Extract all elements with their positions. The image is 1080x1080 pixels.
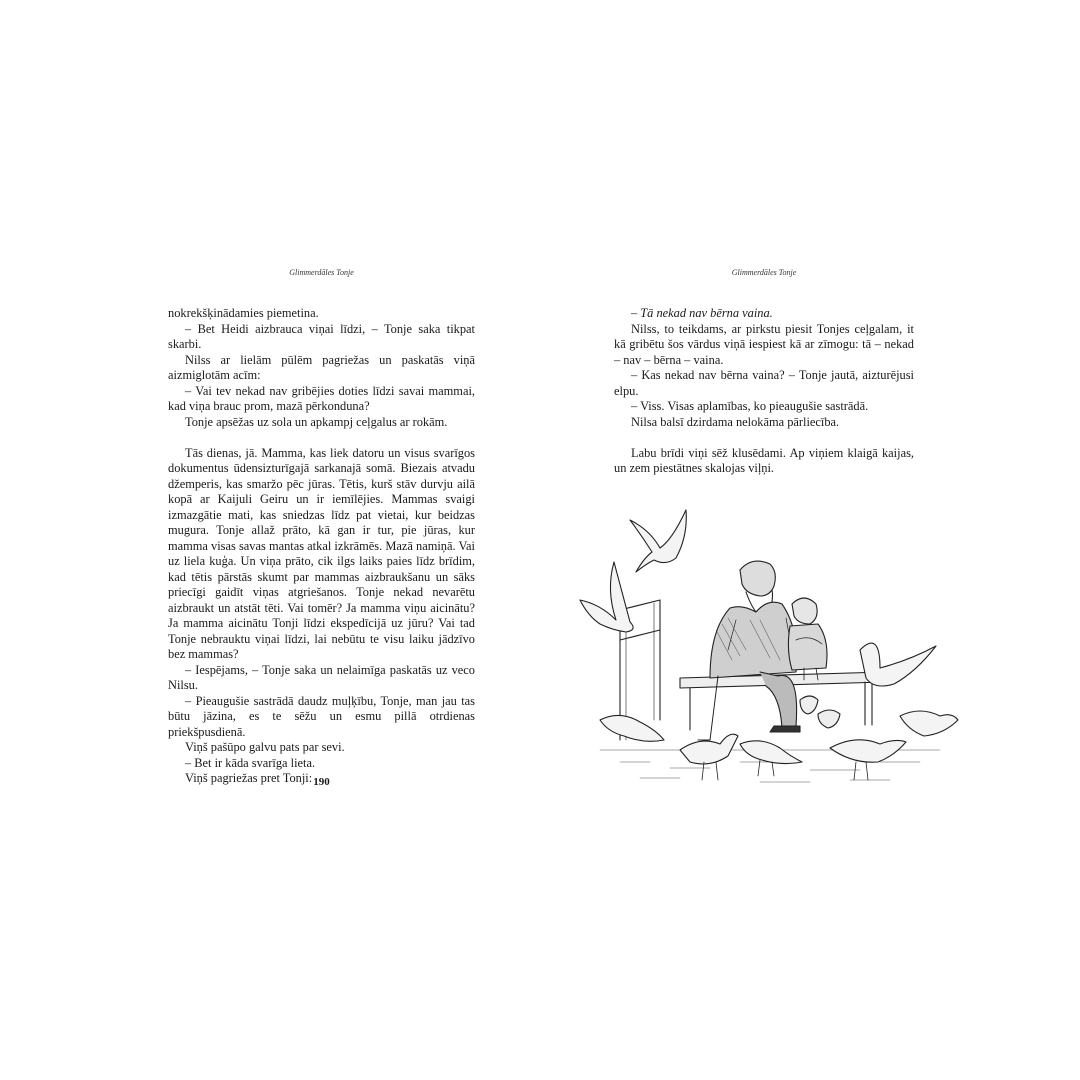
paragraph: – Kas nekad nav bērna vaina? – Tonje jautā, aizturējusi elpu.: [614, 368, 914, 398]
running-head-left: Glimmerdāles Tonje: [289, 268, 354, 277]
seagull-left-wing: [580, 562, 633, 632]
seagull-flying-top: [630, 510, 686, 572]
seagull-small-chick: [800, 696, 840, 728]
paragraph: Tonje apsēžas uz sola un apkampj ceļgalus ar rokām.: [185, 414, 448, 429]
paragraph: Nilsa balsī dzirdama nelokāma pārliecība.: [631, 414, 840, 429]
girl-figure: [788, 598, 827, 680]
seagull-right-wing: [860, 643, 936, 686]
left-page-text: [168, 306, 475, 787]
paragraph: – Iespējams, – Tonje saka un nelaimīga paskatās uz veco Nilsu.: [168, 662, 475, 692]
paragraph-italic: [614, 306, 914, 322]
paragraph: Viņš pašūpo galvu pats par sevi.: [185, 740, 345, 754]
seagull-ground-5: [600, 715, 664, 741]
paragraph: Nilss, to teikdams, ar pirkstu piesit Tonjes ceļgalam, it kā gribētu šos vārdus viņā iespiest kā ar zīmogu: tā – nekad – nav – bērna – vaina.: [614, 321, 914, 367]
seagull-ground-2: [740, 741, 802, 776]
seagull-ground-3: [830, 740, 906, 780]
running-head-right: Glimmerdāles Tonje: [731, 268, 797, 277]
seagull-ground-4: [900, 711, 958, 736]
right-page-text: [614, 306, 914, 477]
paragraph: nokrekšķinādamies piemetina.: [168, 306, 319, 320]
paragraph: Tās dienas, jā. Mamma, kas liek datoru un visus svarīgos dokumentus ūdensizturīgajā sarkanajā somā. Biezais atvadu džemperis, kas smaržo pēc jūras. Tētis, kurš stāv durvju ailā kopā ar Kaijuli Geiru un ir iemīlējies. Mammas svaigi izmazgātie mati, kas sniedzas līdz pat vietai, kur beidzas mugura. Tonje allaž prāto, kā gan ir tur, pie jūras, kur mamma visas savas mantas atkal izkrāmēs. Mazā namiņā. Vai uz liela kuģa. Un viņa prāto, cik ilgs laiks paies līdz brīdim, kad tētis pārstās skumt par mammas aizbraukšanu un sāks priecīgi gaidīt viņas atgriešanos. Tonje nekad nevarētu aizbraukt un atstāt tēti. Vai tomēr? Ja mamma viņu aicinātu? Ja mamma aicinātu Tonji līdzi ekspedīcijā uz jūru? Vai tad Tonje nebrauktu viņai līdzi, lai nebūtu te visu laiku jādzīvo bez mammas?: [168, 445, 475, 661]
italic-line: – Tā nekad nav bērna vaina.: [631, 306, 773, 320]
paragraph: Viņš pagriežas pret Tonji:: [185, 771, 313, 785]
paragraph: – Bet ir kāda svarīga lieta.: [185, 755, 316, 770]
paragraph: Labu brīdi viņi sēž klusēdami. Ap viņiem klaigā kaijas, un zem piestātnes skalojas viļņi.: [614, 445, 914, 475]
paragraph: – Bet Heidi aizbrauca viņai līdzi, – Tonje saka tikpat skarbi.: [168, 321, 475, 351]
paragraph: – Pieaugušie sastrādā daudz muļķību, Tonje, man jau tas būtu jāzina, es te sēžu un esmu pillā otrdienas priekšpusdienā.: [168, 693, 475, 739]
paragraph: – Vai tev nekad nav gribējies doties līdzi savai mammai, kad viņa brauc prom, mazā pērkonduna?: [168, 383, 475, 413]
old-man-girl-seagulls-illustration: [560, 500, 960, 800]
seagull-ground-1: [680, 734, 738, 780]
paragraph: Nilss ar lielām pūlēm pagriežas un paskatās viņā aizmiglotām acīm:: [168, 352, 475, 382]
page-number: 190: [313, 776, 330, 788]
paragraph: – Viss. Visas aplamības, ko pieaugušie sastrādā.: [631, 399, 869, 413]
old-man-figure: [698, 561, 800, 740]
